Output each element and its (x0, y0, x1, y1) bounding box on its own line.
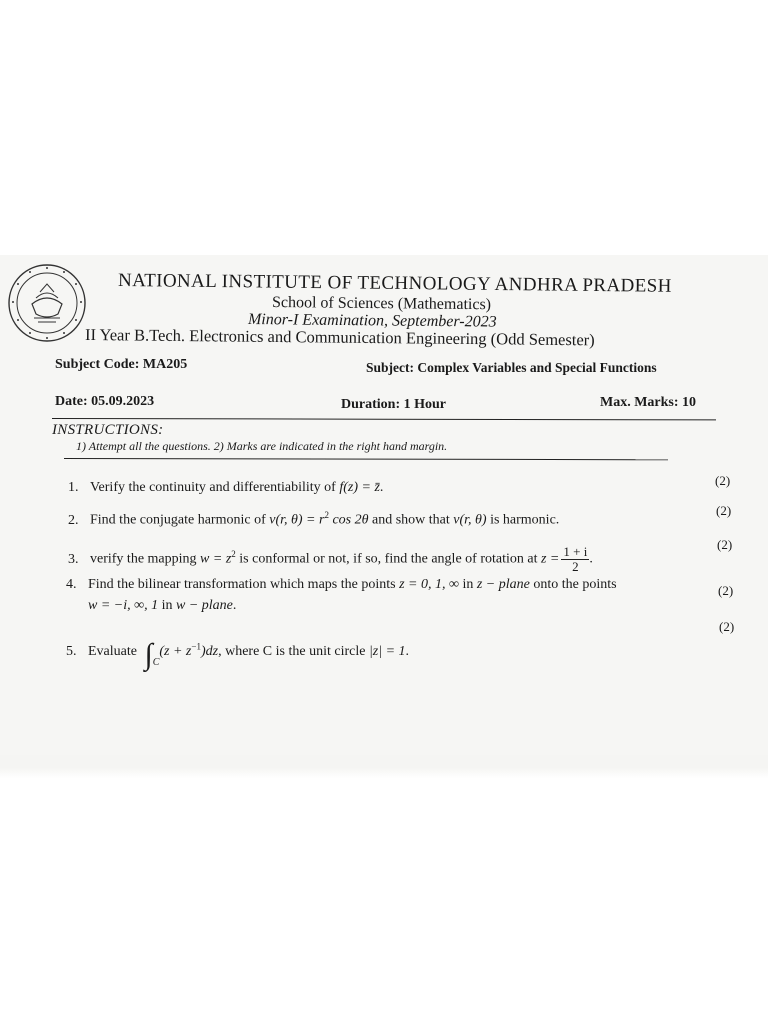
math-superscript: 2 (324, 510, 329, 520)
math-expression: (z + z (159, 644, 192, 659)
question-5 (66, 640, 409, 670)
math-expression: w = z (200, 551, 232, 567)
integral-subscript: C (152, 657, 160, 668)
question-number: 1. (68, 480, 79, 495)
fraction-denominator: 2 (572, 559, 579, 574)
school-name: School of Sciences (Mathematics) (271, 294, 492, 314)
question-text: Find the bilinear transformation which maps the points (88, 577, 400, 592)
question-1 (68, 480, 383, 496)
question-number: 5. (66, 644, 77, 659)
duration-label: Duration: (341, 397, 401, 412)
math-expression: )dz (200, 644, 219, 659)
integral-symbol: ∫ (144, 638, 153, 671)
subject (366, 360, 657, 376)
question-number: 3. (68, 551, 79, 567)
question-text: in (458, 577, 477, 592)
math-superscript: −1 (191, 641, 201, 652)
marks-label: Max. Marks: (600, 395, 679, 410)
question-4-marks: (2) (718, 583, 734, 598)
question-4 (66, 577, 617, 593)
math-expression: |z| = 1 (368, 644, 406, 659)
question-text: in (158, 598, 176, 613)
question-text: . (405, 644, 410, 659)
exam-date (55, 394, 154, 410)
question-1-marks: (2) (715, 473, 731, 488)
branch-line: II Year B.Tech. Electronics and Communication Engineering (Odd Semester) (84, 325, 595, 350)
date-label: Date: (55, 394, 88, 409)
question-3-marks: (2) (717, 537, 733, 552)
subject-code-label: Subject Code: (55, 357, 140, 372)
question-text: is conformal or not, if so, find the angle of rotation at (235, 551, 541, 567)
math-superscript: 2 (231, 549, 236, 560)
question-number: 2. (68, 512, 79, 528)
question-text: . (589, 551, 593, 567)
question-text: and show that (368, 512, 454, 528)
date-value: 05.09.2023 (91, 394, 155, 409)
max-marks (600, 395, 696, 411)
question-5-marks: (2) (719, 619, 735, 634)
question-number: 4. (66, 577, 77, 592)
marks-value: 10 (682, 395, 697, 410)
subject-code-value: MA205 (142, 357, 188, 372)
subject-value: Complex Variables and Special Functions (417, 360, 657, 375)
question-3 (68, 545, 593, 574)
math-expression: z = (540, 551, 560, 567)
question-text: , where C is the unit circle (218, 644, 369, 659)
question-text: Evaluate (88, 644, 141, 659)
math-expression: v(r, θ) (453, 512, 487, 528)
question-4-line-2 (88, 598, 236, 614)
math-expression: z = 0, 1, ∞ (399, 577, 459, 592)
question-text: . (232, 598, 237, 613)
institute-logo-icon (6, 262, 88, 344)
exam-duration (341, 397, 446, 413)
math-expression: w − plane (176, 598, 233, 613)
math-fraction (561, 545, 589, 574)
subject-label: Subject: (366, 360, 414, 375)
question-text: . (379, 480, 384, 495)
math-expression: cos 2θ (328, 512, 369, 528)
math-expression: f(z) = z̄ (339, 480, 380, 495)
math-expression: v(r, θ) = r (269, 512, 325, 528)
institute-name: NATIONAL INSTITUTE OF TECHNOLOGY ANDHRA PRADESH (117, 270, 672, 297)
question-text: is harmonic. (486, 512, 560, 528)
question-text: Verify the continuity and differentiability of (90, 480, 340, 495)
question-2-marks: (2) (716, 503, 732, 518)
fraction-numerator: 1 + i (563, 544, 588, 559)
question-text: onto the points (529, 577, 617, 592)
instructions-heading: INSTRUCTIONS: (52, 422, 164, 438)
math-expression: w = −i, ∞, 1 (88, 598, 159, 613)
subject-code (55, 357, 187, 373)
question-2 (68, 510, 559, 529)
instructions-text: 1) Attempt all the questions. 2) Marks are indicated in the right hand margin. (76, 439, 448, 453)
duration-value: 1 Hour (403, 397, 447, 412)
question-text: verify the mapping (90, 551, 201, 567)
exam-title: Minor-I Examination, September-2023 (247, 311, 497, 331)
math-expression: z − plane (476, 577, 530, 592)
question-text: Find the conjugate harmonic of (90, 512, 270, 528)
